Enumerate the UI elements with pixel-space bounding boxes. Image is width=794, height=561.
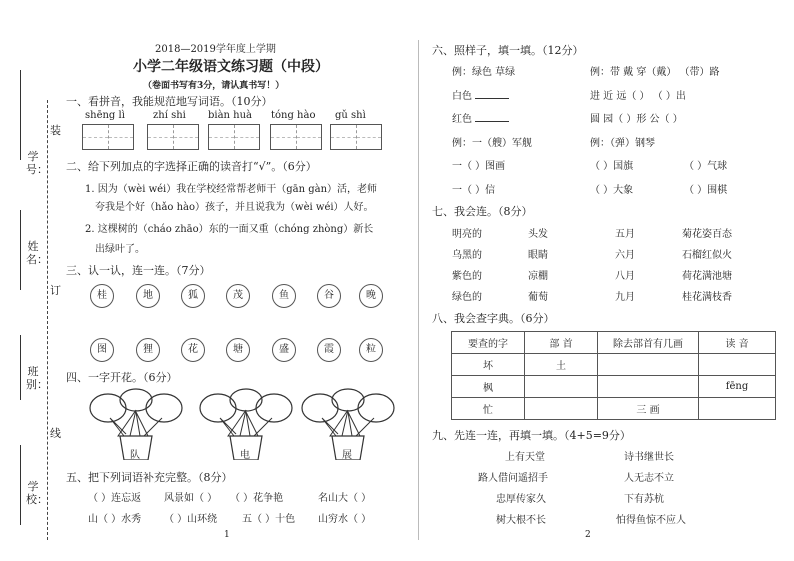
table-cell-input[interactable] <box>525 376 598 398</box>
table-cell: 三 画 <box>598 398 699 420</box>
seam-line <box>47 100 48 540</box>
char-circle[interactable]: 狐 <box>181 284 205 308</box>
section-3-title: 三、认一认，连一连。（7分） <box>66 264 211 277</box>
pot-character: 电 <box>240 450 250 461</box>
char-circle[interactable]: 地 <box>136 284 160 308</box>
example-left: 例：绿色 草绿 <box>452 67 516 78</box>
table-cell: 忙 <box>452 398 525 420</box>
section-2-title: 二、给下列加点的字选择正确的读音打“√”。（6分） <box>66 160 317 173</box>
seam-word: 订 <box>50 284 61 297</box>
char-circle[interactable]: 霞 <box>317 338 341 362</box>
match-item[interactable]: 明亮的 <box>452 229 482 240</box>
binding-line <box>20 210 21 290</box>
reading-line[interactable]: 夸我是个好（hǎo hào）孩子，并且说我为（wèi wéi）人好。 <box>95 202 374 213</box>
match-item[interactable]: 凉棚 <box>528 271 548 282</box>
match-item[interactable]: 六月 <box>615 250 635 261</box>
match-item[interactable]: 头发 <box>528 229 548 240</box>
table-cell-input[interactable] <box>699 398 776 420</box>
poem-line-left[interactable]: 上有天堂 <box>505 452 545 463</box>
page-divider <box>418 40 419 540</box>
idiom-blank[interactable]: （ ）花争艳 <box>230 493 284 504</box>
char-circle[interactable]: 狸 <box>136 338 160 362</box>
poem-line-left[interactable]: 忠厚传家久 <box>496 494 546 505</box>
table-cell: fēng <box>699 376 776 398</box>
verb-blank[interactable]: （ ）围棋 <box>684 185 728 196</box>
verb-blank[interactable]: （ ）气球 <box>684 161 728 172</box>
table-cell-input[interactable] <box>598 354 699 376</box>
pinyin: shēng lì <box>85 110 125 121</box>
table-header-row <box>452 332 776 354</box>
page-number: 1 <box>224 530 230 540</box>
pot-character: 队 <box>130 450 140 461</box>
char-circle[interactable]: 桂 <box>90 284 114 308</box>
binding-line <box>20 70 21 160</box>
field-class[interactable]: 班别： <box>26 365 48 391</box>
idiom-blank[interactable]: 山（ ）水秀 <box>88 514 142 525</box>
char-circle[interactable]: 盛 <box>272 338 296 362</box>
char-circle[interactable]: 粒 <box>359 338 383 362</box>
idiom-blank[interactable]: 山穷水（ ） <box>318 514 372 525</box>
poem-line-left[interactable]: 树大根不长 <box>496 515 546 526</box>
char-circle[interactable]: 塘 <box>226 338 250 362</box>
example-verb: 例：（弹）钢琴 <box>590 138 655 149</box>
reading-line: 出绿叶了。 <box>95 244 145 255</box>
field-name[interactable]: 姓名： <box>26 240 48 266</box>
example-measure-word: 例：一（艘）军舰 <box>452 138 532 149</box>
section-4-title: 四、一字开花。（6分） <box>66 371 178 384</box>
fill-line[interactable]: 进 近 远（ ） （ ）出 <box>590 91 686 102</box>
field-student-number[interactable]: 学号： <box>26 150 48 176</box>
table-cell: 枫 <box>452 376 525 398</box>
table-cell-input[interactable] <box>598 376 699 398</box>
table-row <box>452 354 776 376</box>
char-circle[interactable]: 晚 <box>359 284 383 308</box>
match-item[interactable]: 五月 <box>615 229 635 240</box>
section-1-title: 一、看拼音，我能规范地写词语。（10分） <box>66 95 273 108</box>
section-7-title: 七、我会连。（8分） <box>432 205 533 218</box>
poem-line-right[interactable]: 人无志不立 <box>624 473 674 484</box>
table-row <box>452 376 776 398</box>
fill-color-item[interactable]: 红色 <box>452 110 509 125</box>
match-item[interactable]: 八月 <box>615 271 635 282</box>
measure-blank[interactable]: 一（ ）图画 <box>452 161 506 172</box>
section-6-title: 六、照样子，填一填。（12分） <box>432 44 584 57</box>
section-9-title: 九、先连一连，再填一填。（4+5=9分） <box>432 429 631 442</box>
char-circle[interactable]: 图 <box>90 338 114 362</box>
field-school[interactable]: 学校： <box>26 480 48 506</box>
example-right: 例：带 戴 穿（戴） （带）路 <box>590 67 720 78</box>
match-item[interactable]: 九月 <box>615 292 635 303</box>
match-item[interactable]: 绿色的 <box>452 292 482 303</box>
table-cell-input[interactable] <box>699 354 776 376</box>
idiom-blank[interactable]: 五（ ）十色 <box>242 514 296 525</box>
poem-line-right[interactable]: 怕得鱼惊不应人 <box>616 515 686 526</box>
writing-grid[interactable] <box>147 124 199 150</box>
seam-word: 线 <box>50 427 61 440</box>
page-title: 小学二年级语文练习题（中段） <box>133 59 329 75</box>
char-circle[interactable]: 鱼 <box>272 284 296 308</box>
match-item[interactable]: 菊花姿百态 <box>682 229 732 240</box>
section-8-title: 八、我会查字典。（6分） <box>432 312 555 325</box>
table-cell: 土 <box>525 354 598 376</box>
match-item[interactable]: 紫色的 <box>452 271 482 282</box>
char-circle[interactable]: 花 <box>181 338 205 362</box>
fill-color-item[interactable]: 白色 <box>452 87 509 102</box>
pinyin: biàn huà <box>208 110 253 121</box>
match-item[interactable]: 眼睛 <box>528 250 548 261</box>
writing-note: （卷面书写有3分，请认真书写！） <box>143 81 285 91</box>
match-item[interactable]: 乌黑的 <box>452 250 482 261</box>
table-header-cell: 除去部首有几画 <box>598 332 699 354</box>
binding-line <box>20 445 21 525</box>
table-row <box>452 398 776 420</box>
writing-grid[interactable] <box>82 124 134 150</box>
poem-line-right[interactable]: 诗书继世长 <box>624 452 674 463</box>
section-5-title: 五、把下列词语补充完整。（8分） <box>66 471 233 484</box>
reading-line[interactable]: 2. 这棵树的（cháo zhāo）东的一面又重（chóng zhòng）新长 <box>85 224 374 235</box>
idiom-blank[interactable]: （ ）连忘返 <box>88 493 142 504</box>
dictionary-table <box>451 331 776 420</box>
match-item[interactable]: 葡萄 <box>528 292 548 303</box>
writing-grid[interactable] <box>208 124 260 150</box>
pinyin: zhí shi <box>153 110 186 121</box>
reading-line[interactable]: 1. 因为（wèi wéi）我在学校经常帮老师干（gān gàn）活，老师 <box>85 184 378 195</box>
fill-line[interactable]: 圆 园（ ）形 公（ ） <box>590 114 683 125</box>
table-header-cell: 要查的字 <box>452 332 525 354</box>
verb-blank[interactable]: （ ）大象 <box>590 185 634 196</box>
measure-blank[interactable]: 一（ ）信 <box>452 185 496 196</box>
pinyin: gǔ shì <box>335 110 366 121</box>
table-cell: 坏 <box>452 354 525 376</box>
match-item[interactable]: 荷花满池塘 <box>682 271 732 282</box>
char-circle[interactable]: 谷 <box>317 284 341 308</box>
match-item[interactable]: 石榴红似火 <box>682 250 732 261</box>
pinyin: tóng hào <box>271 110 316 121</box>
page-number: 2 <box>585 530 591 540</box>
table-cell-input[interactable] <box>525 398 598 420</box>
pot-character: 展 <box>342 450 352 461</box>
table-header-cell: 读 音 <box>699 332 776 354</box>
binding-line <box>20 335 21 400</box>
year-line: 2018—2019学年度上学期 <box>155 44 276 55</box>
idiom-blank[interactable]: 名山大（ ） <box>318 493 372 504</box>
table-header-cell: 部 首 <box>525 332 598 354</box>
idiom-blank[interactable]: （ ）山环绕 <box>164 514 218 525</box>
verb-blank[interactable]: （ ）国旗 <box>590 161 634 172</box>
idiom-blank[interactable]: 风景如（ ） <box>164 493 218 504</box>
poem-line-right[interactable]: 下有苏杭 <box>624 494 664 505</box>
char-circle[interactable]: 茂 <box>226 284 250 308</box>
poem-line-left[interactable]: 路人借问遥招手 <box>478 473 548 484</box>
writing-grid[interactable] <box>270 124 322 150</box>
match-item[interactable]: 桂花满枝香 <box>682 292 732 303</box>
seam-word: 装 <box>50 124 61 137</box>
writing-grid[interactable] <box>330 124 382 150</box>
